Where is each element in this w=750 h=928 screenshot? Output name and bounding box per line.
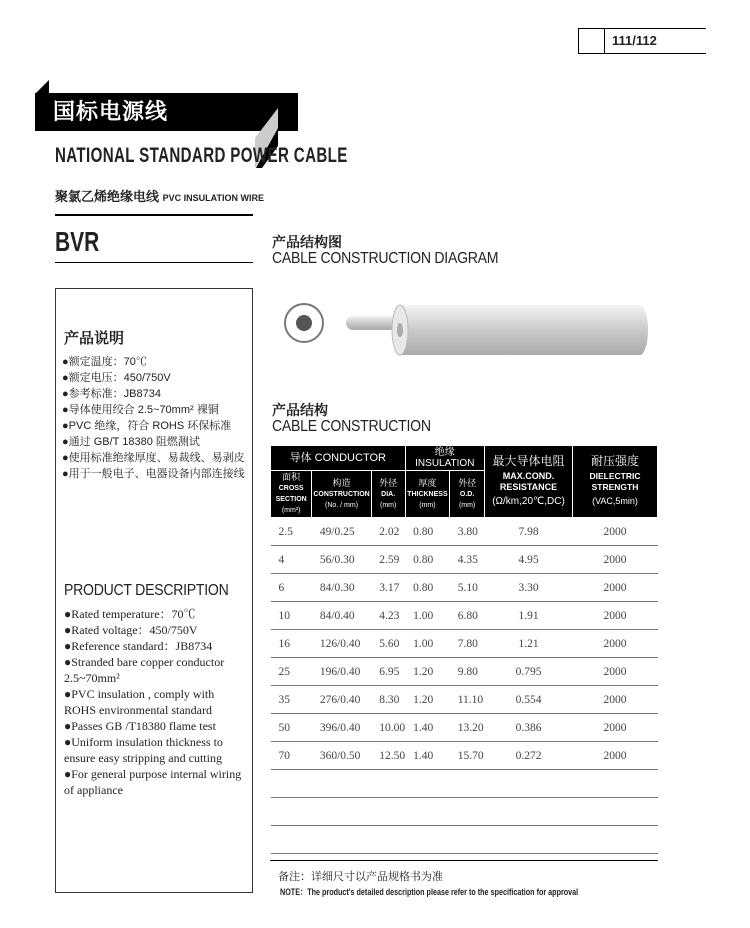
table-cell: 10.00 — [371, 714, 405, 742]
diagram-heading-cn: 产品结构图 — [272, 234, 342, 250]
table-cell: 2.59 — [371, 546, 405, 574]
table-cell: 4.23 — [371, 602, 405, 630]
table-cell: 9.80 — [450, 658, 485, 686]
list-item: ●使用标准绝缘厚度、易裁线、易剥皮 — [62, 452, 245, 464]
list-item: ●Stranded bare copper conductor 2.5~70mm² — [64, 655, 225, 685]
title-en: NATIONAL STANDARD POWER CABLE — [55, 144, 348, 167]
desc-en-heading: PRODUCT DESCRIPTION — [64, 582, 229, 599]
table-cell: 396/0.40 — [312, 714, 371, 742]
table-cell: 2000 — [573, 602, 658, 630]
table-cell: 84/0.40 — [312, 602, 371, 630]
list-item: ●Reference standard：JB8734 — [64, 639, 213, 653]
table-cell: 7.80 — [450, 630, 485, 658]
table-row — [271, 574, 658, 602]
table-cell: 12.50 — [371, 742, 405, 770]
table-cell: 6.80 — [450, 602, 485, 630]
empty-row — [271, 798, 658, 826]
list-item: ●用于一般电子、电器设备内部连接线 — [62, 468, 245, 480]
note-cn: 备注：详细尺寸以产品规格书为准 — [278, 871, 443, 883]
table-cell: 2000 — [573, 574, 658, 602]
table-cell: 0.795 — [485, 658, 573, 686]
table-row — [271, 714, 658, 742]
table-cell: 5.60 — [371, 630, 405, 658]
table-cell: 49/0.25 — [312, 518, 371, 546]
construction-heading-cn: 产品结构 — [272, 402, 328, 418]
table-cell: 11.10 — [450, 686, 485, 714]
table-cell: 1.20 — [405, 658, 450, 686]
table-row — [271, 518, 658, 546]
table-cell: 25 — [271, 658, 312, 686]
list-item: ●PVC 绝缘，符合 ROHS 环保标准 — [62, 420, 232, 432]
desc-cn-heading: 产品说明 — [64, 330, 125, 347]
table-cell: 13.20 — [450, 714, 485, 742]
table-row — [271, 546, 658, 574]
construction-heading-en: CABLE CONSTRUCTION — [272, 418, 431, 435]
desc-cn-list — [56, 354, 252, 482]
table-cell: 2000 — [573, 658, 658, 686]
table-row — [271, 686, 658, 714]
description-panel — [55, 288, 253, 893]
banner-corner — [35, 80, 49, 94]
table-row — [271, 602, 658, 630]
table-cell: 1.20 — [405, 686, 450, 714]
list-item: ●Rated temperature：70℃ — [64, 607, 196, 621]
table-cell: 70 — [271, 742, 312, 770]
subheader-cell: 外径 O.D. (mm) — [450, 471, 485, 518]
table-cell: 4.35 — [450, 546, 485, 574]
empty-row — [271, 826, 658, 854]
table-cell: 16 — [271, 630, 312, 658]
table-cell: 1.40 — [405, 742, 450, 770]
model-name: BVR — [55, 226, 100, 257]
table-cell: 1.21 — [485, 630, 573, 658]
list-item: ●Rated voltage：450/750V — [64, 623, 198, 637]
empty-row — [271, 770, 658, 798]
table-cell: 1.00 — [405, 602, 450, 630]
table-cell: 1.40 — [405, 714, 450, 742]
table-cell: 2000 — [573, 742, 658, 770]
subheader-cell: 厚度 THICKNESS (mm) — [405, 471, 450, 518]
table-cell: 2000 — [573, 546, 658, 574]
divider — [55, 214, 253, 216]
table-cell: 6.95 — [371, 658, 405, 686]
page-number: 111/112 — [612, 33, 657, 48]
subheader-cell: 构造 CONSTRUCTION (No. / mm) — [312, 471, 371, 518]
table-cell: 4.95 — [485, 546, 573, 574]
list-item: ●额定温度：70℃ — [62, 356, 147, 368]
subtitle — [55, 186, 264, 205]
header-resistance: 最大导体电阻 MAX.COND. RESISTANCE (Ω/km,20℃,DC) — [485, 446, 573, 518]
table-cell: 84/0.30 — [312, 574, 371, 602]
diagram-heading-en: CABLE CONSTRUCTION DIAGRAM — [272, 250, 499, 267]
header-dielectric: 耐压强度 DIELECTRIC STRENGTH (VAC,5min) — [573, 446, 658, 518]
table-cell: 8.30 — [371, 686, 405, 714]
table-cell: 10 — [271, 602, 312, 630]
list-item: ●Uniform insulation thickness to ensure easy stripping and cutting — [64, 735, 223, 765]
page-number-box — [578, 28, 706, 54]
table-cell: 2000 — [573, 630, 658, 658]
table-cell: 5.10 — [450, 574, 485, 602]
table-cell: 2.02 — [371, 518, 405, 546]
table-cell: 1.91 — [485, 602, 573, 630]
table-cell: 2000 — [573, 518, 658, 546]
list-item: ●Passes GB /T18380 flame test — [64, 719, 216, 733]
table-cell: 276/0.40 — [312, 686, 371, 714]
divider — [270, 860, 658, 861]
table-cell: 56/0.30 — [312, 546, 371, 574]
table-cell: 7.98 — [485, 518, 573, 546]
list-item: ●For general purpose internal wiring of appliance — [64, 767, 242, 797]
subtitle-cn: 聚氯乙烯绝缘电线 — [55, 189, 160, 204]
spec-table — [270, 445, 658, 854]
list-item: ●导体使用绞合 2.5~70mm² 裸铜 — [62, 404, 219, 416]
table-cell: 15.70 — [450, 742, 485, 770]
list-item: ●通过 GB/T 18380 阻燃测试 — [62, 436, 200, 448]
header-insulation: 绝缘 INSULATION — [405, 446, 484, 471]
table-cell: 0.80 — [405, 518, 450, 546]
table-row — [271, 630, 658, 658]
table-cell: 0.80 — [405, 546, 450, 574]
table-cell: 360/0.50 — [312, 742, 371, 770]
banner-title-cn: 国标电源线 — [35, 93, 298, 131]
table-cell: 3.30 — [485, 574, 573, 602]
header-conductor: 导体 CONDUCTOR — [271, 446, 406, 471]
table-cell: 50 — [271, 714, 312, 742]
table-cell: 2000 — [573, 714, 658, 742]
list-item: ●PVC insulation , comply with ROHS environmental standard — [64, 687, 215, 717]
table-cell: 2.5 — [271, 518, 312, 546]
table-cell: 1.00 — [405, 630, 450, 658]
table-cell: 6 — [271, 574, 312, 602]
divider — [55, 262, 253, 263]
table-cell: 3.80 — [450, 518, 485, 546]
table-cell: 196/0.40 — [312, 658, 371, 686]
table-cell: 126/0.40 — [312, 630, 371, 658]
table-row — [271, 742, 658, 770]
table-cell: 0.386 — [485, 714, 573, 742]
table-cell: 35 — [271, 686, 312, 714]
note-en: NOTE：The product's detailed description please refer to the specification for approval — [280, 887, 579, 897]
table-cell: 0.80 — [405, 574, 450, 602]
subheader-cell: 外径 DIA. (mm) — [371, 471, 405, 518]
table-cell: 4 — [271, 546, 312, 574]
list-item: ●参考标准：JB8734 — [62, 388, 161, 400]
subheader-cell: 面积 CROSS SECTION (mm²) — [271, 471, 312, 518]
table-cell: 3.17 — [371, 574, 405, 602]
table-cell: 2000 — [573, 686, 658, 714]
table-row — [271, 658, 658, 686]
cable-diagram — [280, 295, 660, 375]
subtitle-en: PVC INSULATION WIRE — [162, 193, 264, 203]
list-item: ●额定电压：450/750V — [62, 372, 171, 384]
table-cell: 0.272 — [485, 742, 573, 770]
table-cell: 0.554 — [485, 686, 573, 714]
